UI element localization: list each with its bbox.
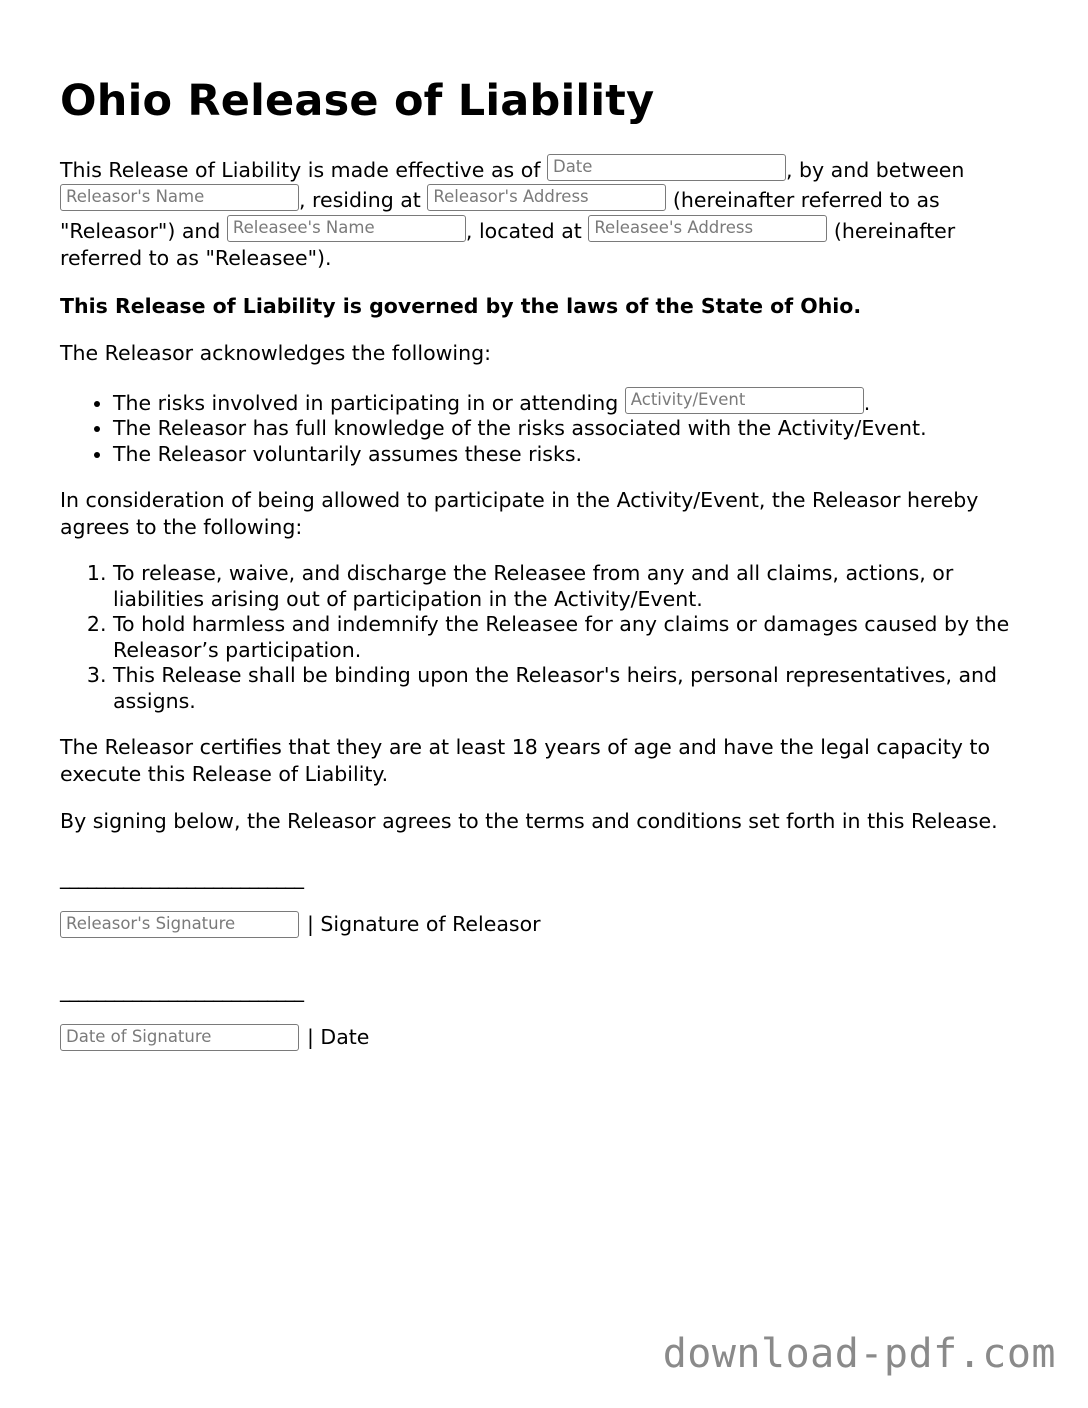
activity-event-field[interactable]: Activity/Event [625,387,864,414]
intro-text-1: This Release of Liability is made effective as of [60,157,547,182]
document-page [60,70,1035,1091]
agreement-item: 1. To release, waive, and discharge the Releasee from any and all claims, actions, or liabilities arising out of participation in the Activity/Event. [113,561,1035,612]
signature-line: ___________________________ [60,865,303,890]
acknowledgement-item: • The Releasor voluntarily assumes these risks. [113,442,1035,468]
intro-text-3: , residing at [299,188,428,213]
signature-label: | Signature of Releasor [307,912,541,937]
watermark: download-pdf.com [662,1331,1056,1377]
intro-text-5: , located at [465,218,589,243]
signing-statement: By signing below, the Releasor agrees to the terms and conditions set forth in this Release. [60,809,998,834]
effective-date-field[interactable]: Date [547,154,786,181]
signature-row [60,911,1035,938]
date-signature-line: ___________________________ [60,978,303,1003]
releasee-name-field[interactable]: Releasee's Name [227,215,466,242]
acknowledgements-intro: The Releasor acknowledges the following: [60,340,491,365]
intro-text-4: (hereinafter referred to as "Releasor") and [60,188,940,243]
acknowledgement-period: . [863,390,871,415]
governing-law-statement: This Release of Liability is governed by the laws of the State of Ohio. [60,293,862,318]
date-row [60,1024,1035,1051]
acknowledgement-item: • The Releasor has full knowledge of the risks associated with the Activity/Event. [113,416,1035,442]
document-title: Ohio Release of Liability [60,76,655,126]
releasor-name-field[interactable]: Releasor's Name [60,184,299,211]
intro-paragraph [60,154,1035,273]
acknowledgement-text: The risks involved in participating in or attending [113,390,625,415]
releasee-address-field[interactable]: Releasee's Address [588,215,827,242]
agreement-item: 3. This Release shall be binding upon the Releasor's heirs, personal representatives, and assigns. [113,663,1035,714]
releasor-signature-field[interactable]: Releasor's Signature [60,911,299,938]
agreement-item: 2. To hold harmless and indemnify the Releasee for any claims or damages caused by the Releasor’s participation. [113,612,1035,663]
date-of-signature-field[interactable]: Date of Signature [60,1024,299,1051]
age-certification: The Releasor certifies that they are at least 18 years of age and have the legal capacity to execute this Release of Liability. [60,735,991,787]
agreements-list [60,561,1035,714]
releasor-address-field[interactable]: Releasor's Address [427,184,666,211]
date-label: | Date [307,1025,370,1050]
acknowledgement-item [113,387,1035,417]
acknowledgements-list [60,387,1035,468]
intro-text-6: (hereinafter referred to as "Releasee"). [60,218,956,271]
consideration-intro: In consideration of being allowed to participate in the Activity/Event, the Releasor hereby agrees to the following: [60,488,979,540]
intro-text-2: , by and between [785,157,965,182]
